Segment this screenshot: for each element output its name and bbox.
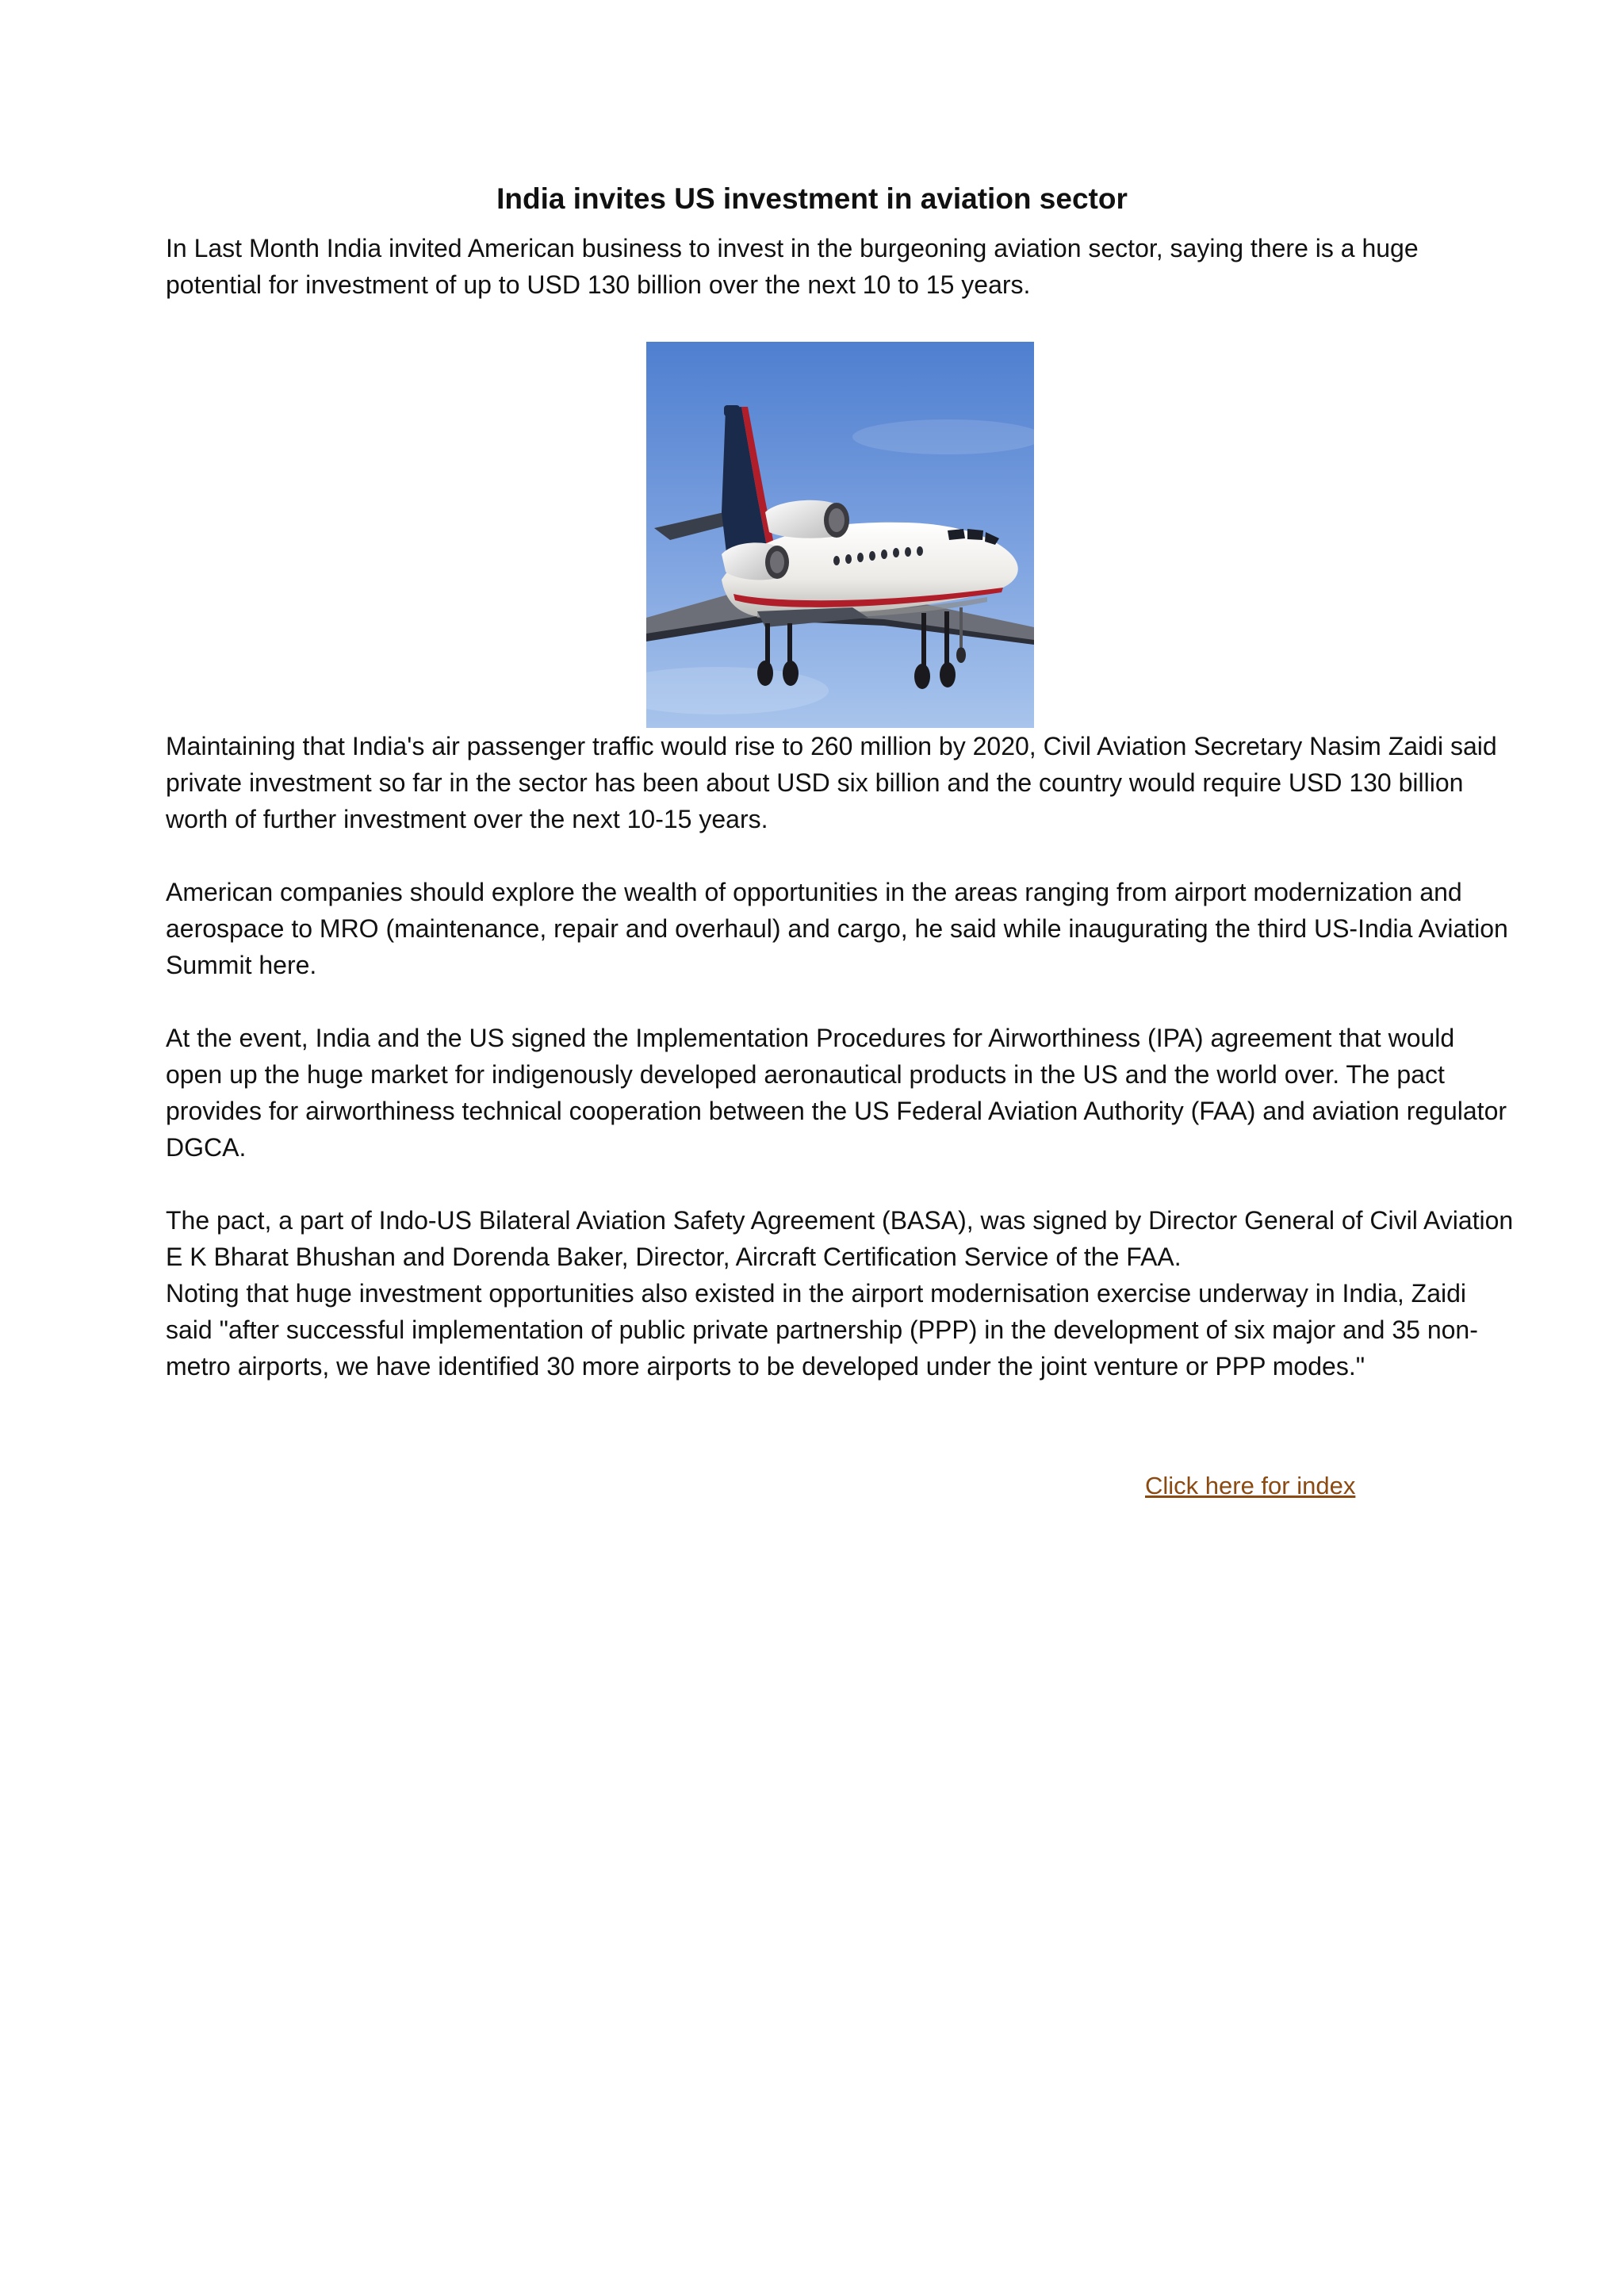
business-jet-photo [646,342,1034,728]
article-paragraph-ipa-agreement: At the event, India and the US signed the Implementation Procedures for Airworthiness (IPA) agreement that would open up the huge market for indigenously developed aeronautical products in the US and the world over. The pact provides for airworthiness technical cooperation between the US Federal Aviation Authority (FAA) and aviation regulator DGCA. [166,1024,1507,1162]
article-title: India invites US investment in aviation sector [496,182,1128,215]
article-paragraph-basa-pact: The pact, a part of Indo-US Bilateral Aviation Safety Agreement (BASA), was signed by Director General of Civil Aviation E K Bharat Bhushan and Dorenda Baker, Director, Aircraft Certification Service of the FAA. [166,1206,1514,1271]
article-paragraph-intro: In Last Month India invited American business to invest in the burgeoning aviation sector, saying there is a huge potential for investment of up to USD 130 billion over the next 10 to 15 years. [166,234,1419,299]
index-link[interactable]: Click here for index [1145,1472,1356,1499]
article-paragraph-opportunities: American companies should explore the wealth of opportunities in the areas ranging from airport modernization and aerospace to MRO (maintenance, repair and overhaul) and cargo, he said while inaugurating the third US-India Aviation Summit here. [166,878,1508,979]
article-paragraph-traffic: Maintaining that India's air passenger traffic would rise to 260 million by 2020, Civil Aviation Secretary Nasim Zaidi said private investment so far in the sector has been about USD six billion and the country would require USD 130 billion worth of further investment over the next 10-15 years. [166,732,1497,833]
article-paragraph-airport-modernisation: Noting that huge investment opportunities also existed in the airport modernisation exercise underway in India, Zaidi said "after successful implementation of public private partnership (PPP) in the development of six major and 35 non- metro airports, we have identified 30 more airports to be developed under the joint venture or PPP modes." [166,1279,1478,1381]
